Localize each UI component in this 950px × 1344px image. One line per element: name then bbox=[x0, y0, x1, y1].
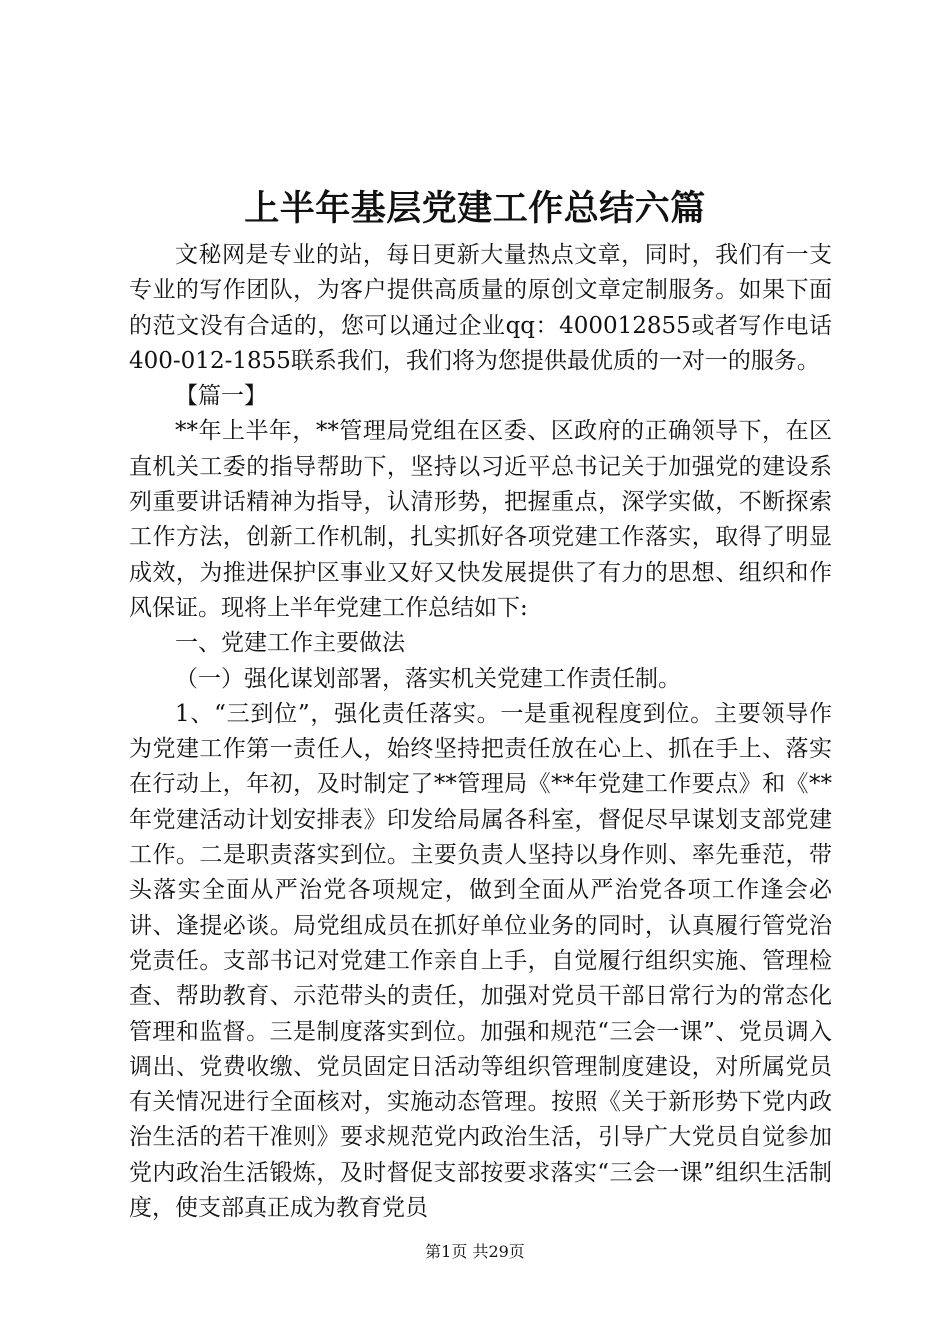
document-body bbox=[129, 238, 832, 1226]
section-heading-part-one: 【篇一】 bbox=[175, 383, 267, 410]
summary-paragraph: **年上半年，**管理局党组在区委、区政府的正确领导下，在区直机关工委的指导帮助下，坚持以习近平总书记关于加强党的建设系列重要讲话精神为指导，认清形势，把握重点，深学实做，不断探索工作方法，创新工作机制，扎实抓好各项党建工作落实，取得了明显成效，为推进保护区事业又好又快发展提供了有力的思想、组织和作风保证。现将上半年党建工作总结如下: bbox=[129, 418, 832, 621]
detail-paragraph: 1、“三到位”，强化责任落实。一是重视程度到位。主要领导作为党建工作第一责任人，始终坚持把责任放在心上、抓在手上、落实在行动上，年初，及时制定了**管理局《**年党建工作要点》和《**年党建活动计划安排表》印发给局属各科室，督促尽早谋划支部党建工作。二是职责落实到位。主要负责人坚持以身作则、率先垂范，带头落实全面从严治党各项规定，做到全面从严治党各项工作逢会必讲、逢提必谈。局党组成员在抓好单位业务的同时，认真履行管党治党责任。支部书记对党建工作亲自上手，自觉履行组织实施、管理检查、帮助教育、示范带头的责任，加强对党员干部日常行为的常态化管理和监督。三是制度落实到位。加强和规范“三会一课”、党员调入调出、党费收缴、党员固定日活动等组织管理制度建设，对所属党员有关情况进行全面核对，实施动态管理。按照《关于新形势下党内政治生活的若干准则》要求规范党内政治生活，引导广大党员自觉参加党内政治生活锻炼，及时督促支部按要求落实“三会一课”组织生活制度，使支部真正成为教育党员 bbox=[129, 700, 832, 1222]
intro-paragraph: 文秘网是专业的站，每日更新大量热点文章，同时，我们有一支专业的写作团队，为客户提供高质量的原创文章定制服务。如果下面的范文没有合适的，您可以通过企业qq：400012855或者写作电话400-012-1855联系我们，我们将为您提供最优质的一对一的服务。 bbox=[129, 242, 832, 374]
subheading-planning: （一）强化谋划部署，落实机关党建工作责任制。 bbox=[175, 665, 681, 692]
document-title: 上半年基层党建工作总结六篇 bbox=[244, 189, 706, 229]
heading-main-practices: 一、党建工作主要做法 bbox=[175, 630, 405, 657]
page-number-footer: 第1页 共29页 bbox=[425, 1242, 525, 1261]
